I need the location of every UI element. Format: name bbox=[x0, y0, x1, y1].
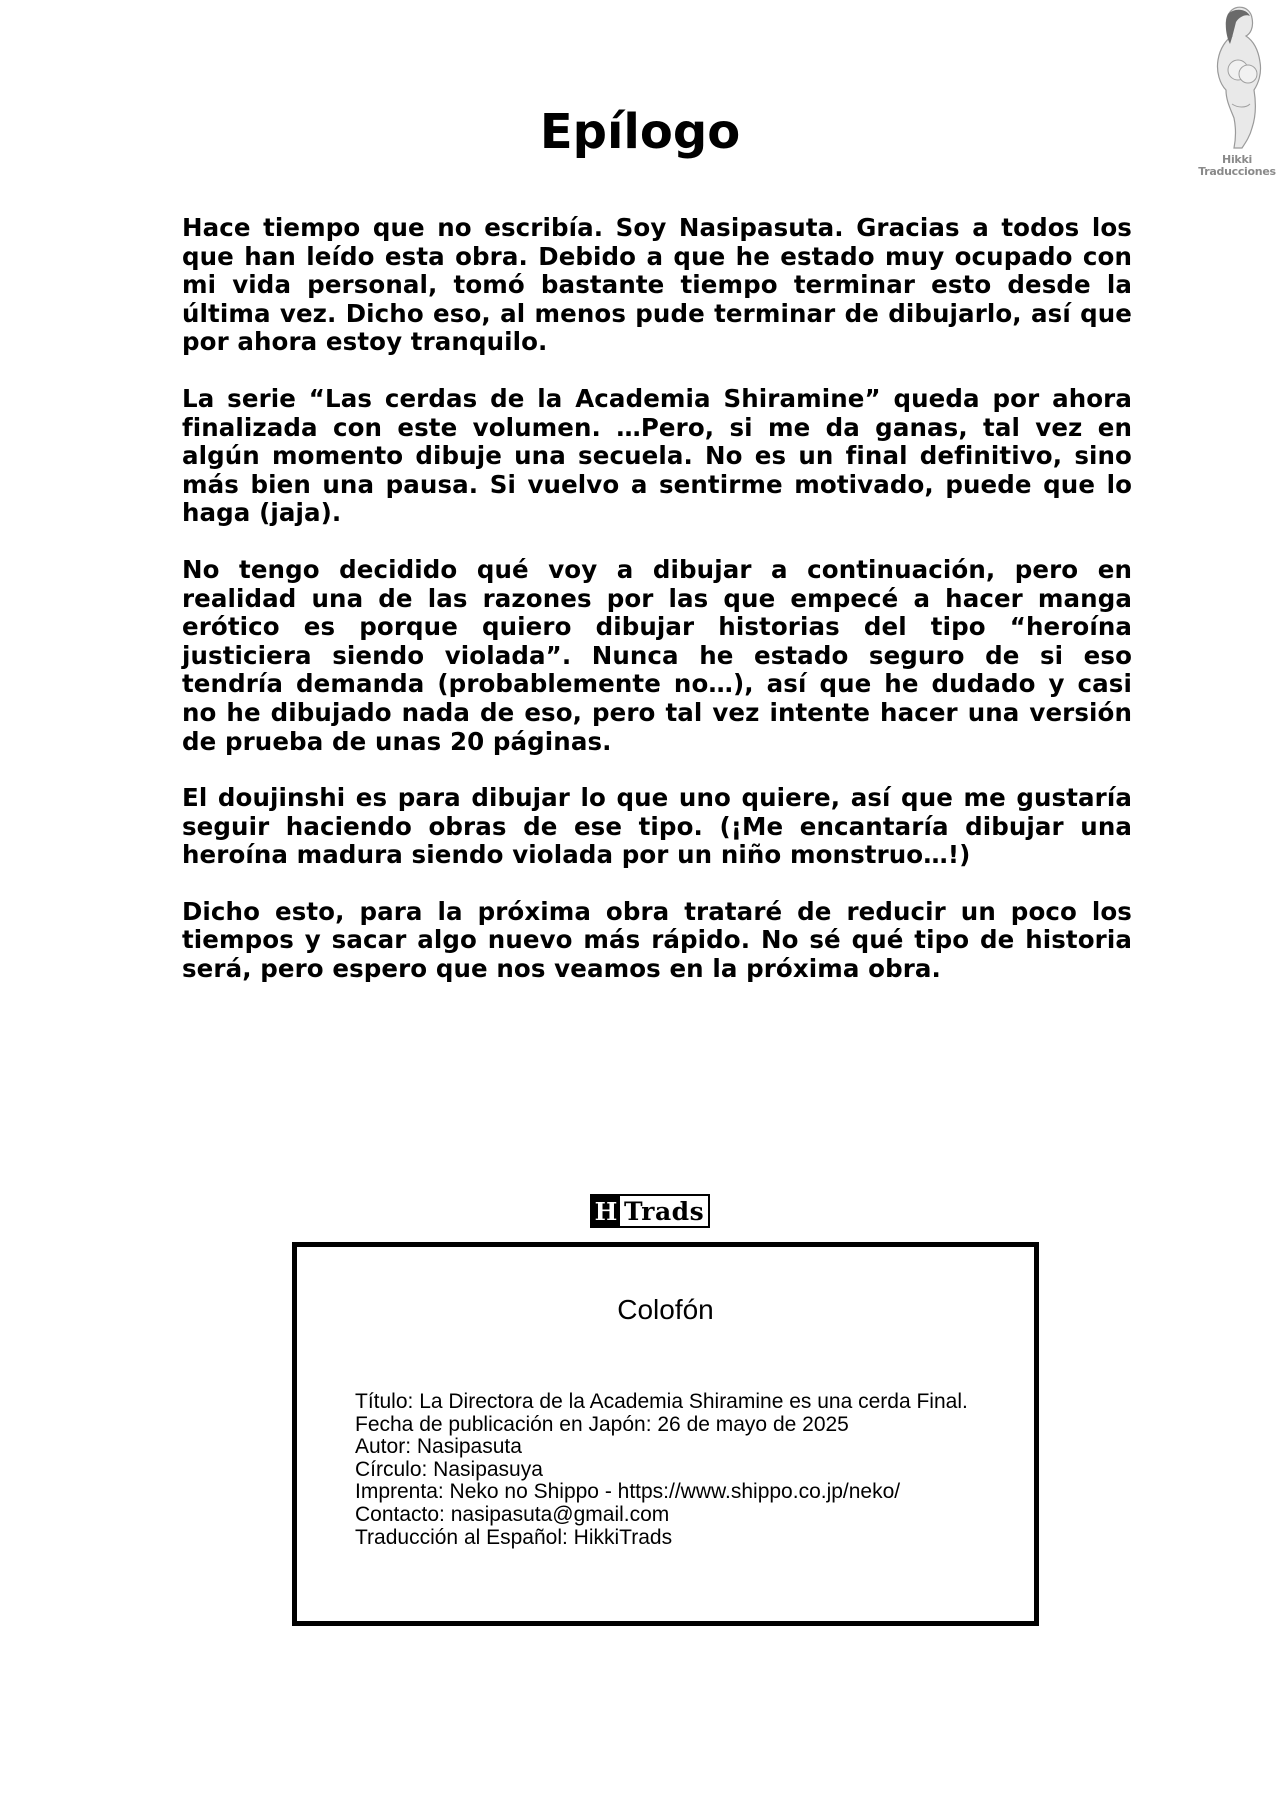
colophon-line-printer: Imprenta: Neko no Shippo - https://www.shippo.co.jp/neko/ bbox=[355, 1480, 901, 1504]
colophon-line-translation: Traducción al Español: HikkiTrads bbox=[355, 1525, 673, 1549]
colophon-line-contact: Contacto: nasipasuta@gmail.com bbox=[355, 1502, 670, 1526]
colophon-box bbox=[292, 1242, 1039, 1626]
page-title: Epílogo bbox=[539, 104, 741, 160]
paragraph-1: Hace tiempo que no escribía. Soy Nasipasuta. Gracias a todos los que han leído esta obra. Debido a que he estado muy ocupado con mi vida personal, tomó bastante tiempo terminar esto desde la última vez. Dicho eso, al menos pude terminar de dibujarlo, así que por ahora estoy tranquilo. bbox=[182, 213, 1132, 357]
colophon-line-date: Fecha de publicación en Japón: 26 de mayo de 2025 bbox=[355, 1412, 849, 1436]
htrads-logo-h: H bbox=[592, 1196, 620, 1226]
htrads-logo bbox=[590, 1194, 710, 1228]
colophon-title: Colofón bbox=[617, 1294, 714, 1325]
watermark-line-1: Hikki bbox=[1222, 153, 1252, 166]
colophon-line-title: Título: La Directora de la Academia Shiramine es una cerda Final. bbox=[355, 1390, 968, 1413]
colophon-line-author: Autor: Nasipasuta bbox=[355, 1435, 522, 1459]
paragraph-4: El doujinshi es para dibujar lo que uno quiere, así que me gustaría seguir haciendo obras de ese tipo. (¡Me encantaría dibujar una heroína madura siendo violada por un niño monstruo…!) bbox=[182, 783, 1132, 870]
htrads-logo-text: Trads bbox=[624, 1196, 705, 1226]
epilogue-text bbox=[182, 214, 1132, 1012]
colophon-details bbox=[355, 1391, 995, 1549]
paragraph-3: No tengo decidido qué voy a dibujar a continuación, pero en realidad una de las razones por las que empecé a hacer manga erótico es porque quiero dibujar historias del tipo “heroína justiciera siendo violada”. Nunca he estado seguro de si eso tendría demanda (probablemente no…), así que he dudado y casi no he dibujado nada de eso, pero tal vez intente hacer una versión de prueba de unas 20 páginas. bbox=[182, 554, 1132, 756]
watermark-line-2: Traducciones bbox=[1198, 165, 1276, 178]
paragraph-2: La serie “Las cerdas de la Academia Shiramine” queda por ahora finalizada con este volumen. …Pero, si me da ganas, tal vez en algún momento dibuje una secuela. No es un final definitivo, sino más bien una pausa. Si vuelvo a sentirme motivado, puede que lo haga (jaja). bbox=[182, 383, 1132, 528]
paragraph-5: Dicho esto, para la próxima obra trataré de reducir un poco los tiempos y sacar algo nuevo más rápido. No sé qué tipo de historia será, pero espero que nos veamos en la próxima obra. bbox=[182, 896, 1132, 984]
colophon-line-circle: Círculo: Nasipasuya bbox=[355, 1457, 543, 1481]
